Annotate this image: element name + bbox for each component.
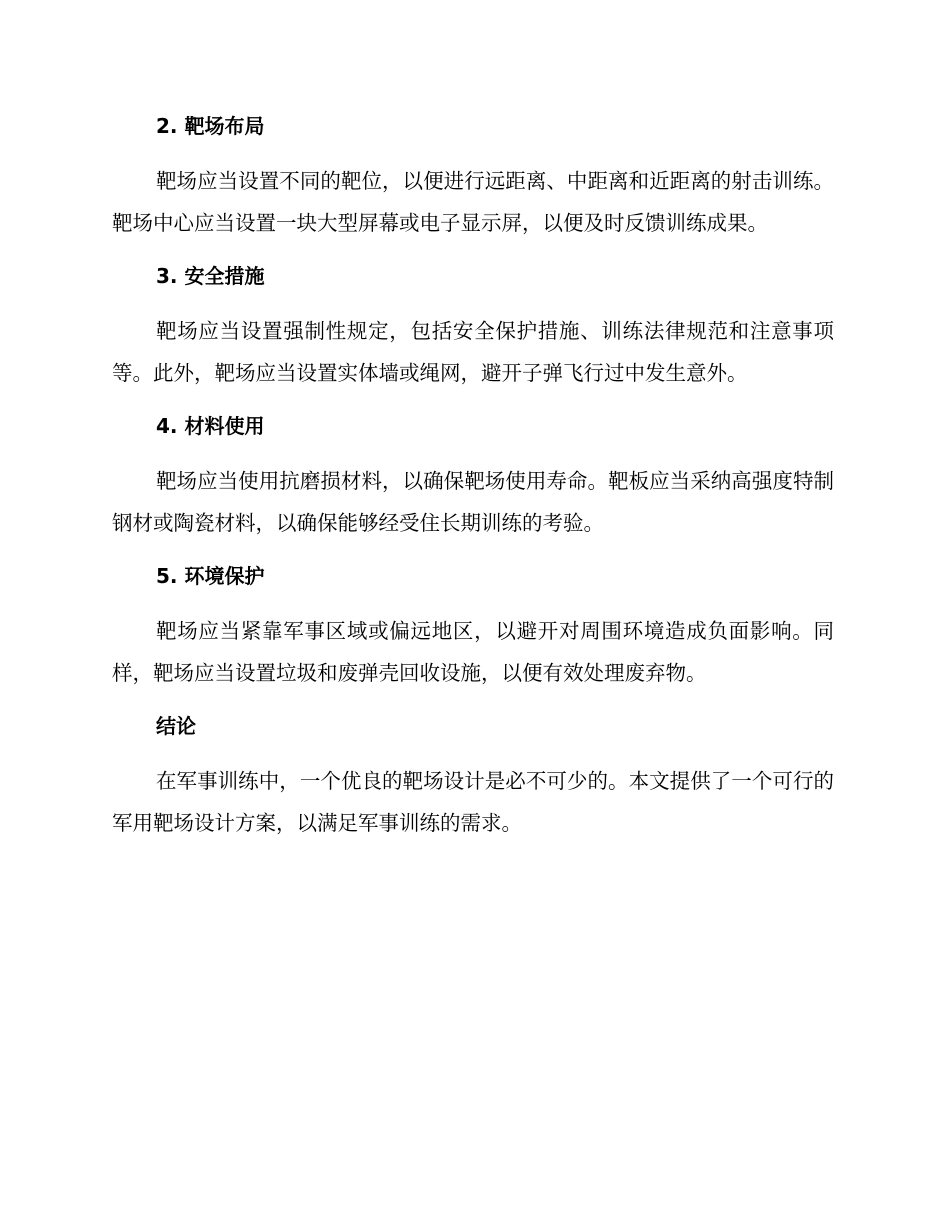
section-heading-materials: 4. 材料使用 [156,414,265,438]
section-paragraph-materials: 靶场应当使用抗磨损材料，以确保靶场使用寿命。靶板应当采纳高强度特制钢材或陶瓷材料，以确保能够经受住长期训练的考验。 [112,469,834,535]
section-heading-environment: 5. 环境保护 [156,564,265,588]
section-heading-layout: 2. 靶场布局 [156,114,265,138]
document-body [112,108,834,844]
section-heading-conclusion: 结论 [156,714,196,738]
section-paragraph-layout: 靶场应当设置不同的靶位，以便进行远距离、中距离和近距离的射击训练。靶场中心应当设置一块大型屏幕或电子显示屏，以便及时反馈训练成果。 [112,169,834,235]
section-heading-safety: 3. 安全措施 [156,264,265,288]
section-paragraph-environment: 靶场应当紧靠军事区域或偏远地区，以避开对周围环境造成负面影响。同样，靶场应当设置垃圾和废弹壳回收设施，以便有效处理废弃物。 [112,619,834,685]
section-paragraph-safety: 靶场应当设置强制性规定，包括安全保护措施、训练法律规范和注意事项等。此外，靶场应当设置实体墙或绳网，避开子弹飞行过中发生意外。 [112,319,834,385]
section-paragraph-conclusion: 在军事训练中，一个优良的靶场设计是必不可少的。本文提供了一个可行的军用靶场设计方案，以满足军事训练的需求。 [112,769,834,835]
